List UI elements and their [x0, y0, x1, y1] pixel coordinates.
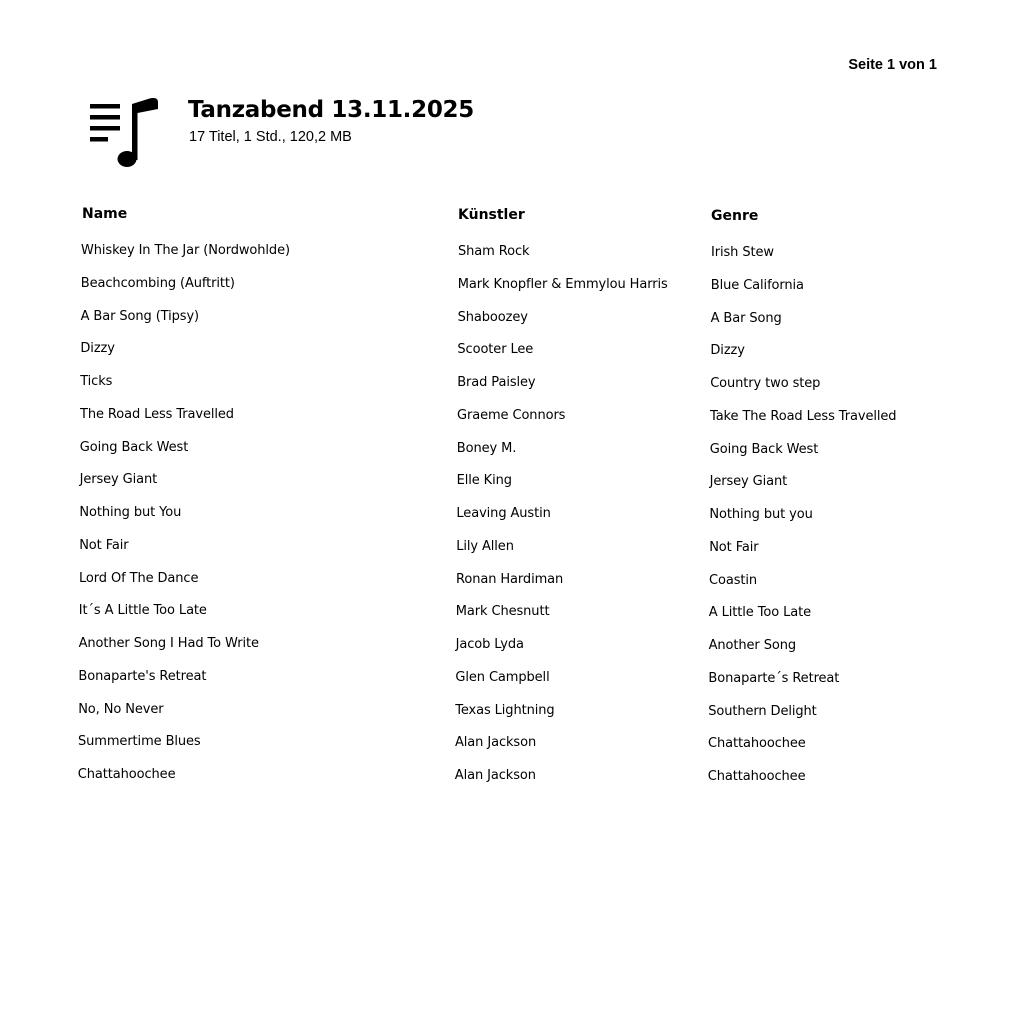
track-genre: Dizzy [710, 343, 745, 359]
table-row [0, 505, 1024, 525]
track-artist: Mark Knopfler & Emmylou Harris [457, 276, 668, 292]
track-genre: Not Fair [709, 539, 759, 555]
column-header-artist: Künstler [458, 207, 525, 223]
track-artist: Graeme Connors [457, 407, 566, 423]
track-artist: Shaboozey [457, 309, 528, 325]
track-artist: Boney M. [456, 440, 517, 456]
column-header-name: Name [82, 206, 128, 222]
track-artist: Brad Paisley [457, 375, 536, 390]
page-number: Seite 1 von 1 [848, 57, 937, 73]
track-genre: Country two step [710, 376, 821, 391]
table-row [0, 407, 1024, 427]
track-name: No, No Never [78, 701, 164, 717]
track-artist: Alan Jackson [455, 735, 537, 751]
track-genre: Jersey Giant [709, 474, 788, 490]
track-name: Chattahoochee [77, 767, 176, 782]
track-name: Dizzy [80, 341, 115, 357]
track-genre: Chattahoochee [708, 736, 806, 752]
track-genre: Chattahoochee [707, 769, 806, 784]
playlist-music-icon [86, 96, 162, 170]
table-row [0, 440, 1024, 460]
track-genre: Southern Delight [708, 703, 817, 719]
track-name: Another Song I Had To Write [78, 636, 259, 651]
table-row [0, 669, 1024, 689]
track-genre: Coastin [709, 572, 758, 588]
track-name: Going Back West [79, 439, 189, 455]
track-name: Whiskey In The Jar (Nordwohlde) [81, 243, 290, 258]
track-genre: Irish Stew [711, 245, 774, 260]
track-name: Jersey Giant [79, 472, 158, 488]
track-name: Ticks [80, 374, 113, 389]
track-genre: Going Back West [709, 441, 819, 457]
table-row [0, 243, 1024, 263]
track-artist: Leaving Austin [456, 506, 551, 521]
track-name: Nothing but You [79, 505, 182, 520]
track-genre: Take The Road Less Travelled [710, 408, 897, 424]
track-genre: Blue California [710, 277, 804, 293]
track-genre: Another Song [708, 638, 796, 653]
table-row [0, 309, 1024, 329]
column-header-genre: Genre [711, 208, 759, 224]
table-row [0, 538, 1024, 558]
track-artist: Elle King [456, 473, 512, 489]
playlist-title: Tanzabend 13.11.2025 [188, 97, 474, 123]
table-row [0, 636, 1024, 656]
track-artist: Alan Jackson [454, 768, 536, 783]
track-artist: Texas Lightning [455, 702, 555, 718]
track-artist: Mark Chesnutt [455, 604, 550, 620]
table-row [0, 702, 1024, 722]
track-artist: Lily Allen [456, 538, 514, 554]
track-genre: Nothing but you [709, 507, 813, 522]
table-row [0, 734, 1024, 754]
track-artist: Ronan Hardiman [456, 571, 564, 587]
table-row [0, 374, 1024, 394]
table-row [0, 767, 1024, 787]
table-row [0, 472, 1024, 492]
table-row [0, 571, 1024, 591]
track-genre: A Little Too Late [708, 605, 811, 621]
playlist-summary: 17 Titel, 1 Std., 120,2 MB [189, 129, 352, 145]
track-artist: Jacob Lyda [455, 637, 524, 652]
table-row [0, 603, 1024, 623]
track-name: Bonaparte's Retreat [78, 668, 207, 684]
track-name: It´s A Little Too Late [78, 603, 207, 619]
table-row [0, 341, 1024, 361]
track-name: Not Fair [79, 537, 129, 553]
track-artist: Scooter Lee [457, 342, 534, 358]
track-name: The Road Less Travelled [80, 406, 234, 422]
track-name: Lord Of The Dance [79, 570, 199, 586]
track-genre: Bonaparte´s Retreat [708, 670, 840, 686]
track-genre: A Bar Song [710, 310, 782, 326]
track-artist: Sham Rock [458, 244, 530, 259]
track-name: Beachcombing (Auftritt) [80, 275, 235, 291]
track-artist: Glen Campbell [455, 669, 550, 685]
track-name: Summertime Blues [78, 734, 201, 750]
table-row [0, 276, 1024, 296]
track-name: A Bar Song (Tipsy) [80, 308, 200, 324]
